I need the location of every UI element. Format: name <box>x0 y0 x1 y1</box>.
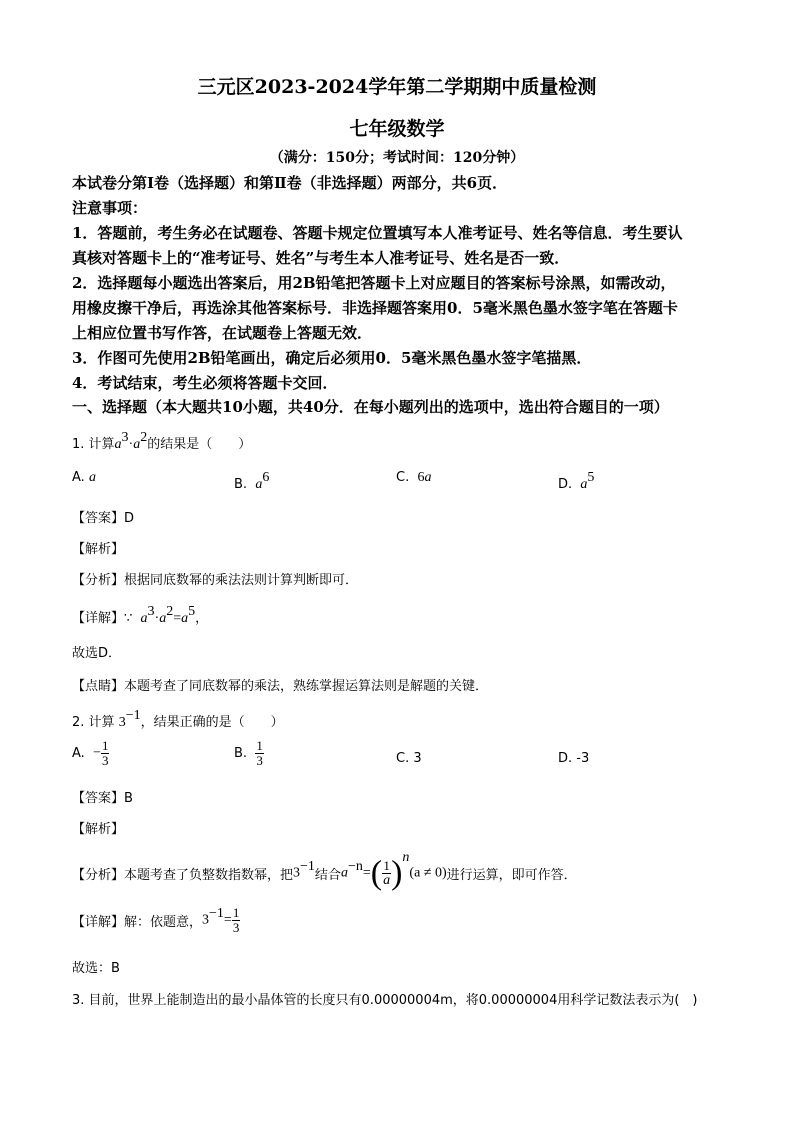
question-1: 1. 计算$a^3\cdot a^2$的结果是（ ） <box>72 430 252 452</box>
exam-title: 三元区2023-2024学年第二学期期中质量检测 <box>197 76 597 98</box>
q1-fenxi: 【分析】根据同底数幂的乘法法则计算判断即可． <box>72 573 359 588</box>
q1-analysis-label: 【解析】 <box>72 542 125 557</box>
note-3: 3．作图可先使用2B铅笔画出，确定后必须用0．5毫米黑色墨水签字笔描黑． <box>72 349 592 367</box>
note-2a: 2．选择题每小题选出答案后，用2B铅笔把答题卡上对应题目的答案标号涂黑，如需改动， <box>72 274 676 292</box>
q2-answer: 【答案】B <box>72 791 133 806</box>
question-3: 3. 目前，世界上能制造出的最小晶体管的长度只有0.00000004m，将0.00000004用科学记数法表示为( ) <box>72 993 698 1008</box>
q2-fenxi: 【分析】本题考查了负整数指数幂，把$3^{-1}$结合$a^{-n}=$( $\frac{1}{a}$ )$^n$(a ≠ 0)进行运算，即可作答． <box>72 850 577 892</box>
q2-analysis-label: 【解析】 <box>72 822 125 837</box>
q2-option-a: A. − $\frac{1}{3}$ <box>72 738 109 768</box>
question-2: 2. 计算 $3^{-1}$，结果正确的是（ ） <box>72 708 284 730</box>
q1-option-a: A. a <box>72 470 96 485</box>
q1-choose: 故选D． <box>72 646 122 661</box>
notes-label: 注意事项： <box>72 199 148 217</box>
section-1-heading: 一、选择题（本大题共10小题，共40分．在每小题列出的选项中，选出符合题目的一项） <box>72 398 669 416</box>
q2-option-b: B. $\frac{1}{3}$ <box>234 738 263 768</box>
q1-detail: 【详解】∵ $a^3\cdot a^2=a^5$， <box>72 604 209 626</box>
note-2c: 上相应位置书写作答，在试题卷上答题无效． <box>72 324 373 342</box>
q1-option-c: C. 6a <box>396 470 432 485</box>
q1-answer: 【答案】D <box>72 511 135 526</box>
q2-option-d: D. -3 <box>558 751 590 766</box>
note-1a: 1．答题前，考生务必在试题卷、答题卡规定位置填写本人准考证号、姓名等信息．考生要认 <box>72 224 683 242</box>
note-1b: 真核对答题卡上的“准考证号、姓名”与考生本人准考证号、姓名是否一致． <box>72 249 570 267</box>
exam-info: （满分：150分；考试时间：120分钟） <box>269 150 525 166</box>
q2-choose: 故选：B <box>72 961 120 976</box>
q1-option-d: D. $a^5$ <box>558 470 595 492</box>
q2-detail: 【详解】解：依题意，$3^{-1}=$ $\frac{1}{3}$ <box>72 905 240 935</box>
intro-line: 本试卷分第Ⅰ卷（选择题）和第Ⅱ卷（非选择题）两部分，共6页． <box>72 174 508 192</box>
exam-subject: 七年级数学 <box>349 118 445 140</box>
q1-option-b: B. $a^6$ <box>234 470 270 492</box>
q1-dianjing: 【点睛】本题考查了同底数幂的乘法，熟练掌握运算法则是解题的关键． <box>72 679 489 694</box>
note-4: 4．考试结束，考生必须将答题卡交回． <box>72 374 338 392</box>
note-2b: 用橡皮擦干净后，再选涂其他答案标号．非选择题答案用0．5毫米黑色墨水签字笔在答题卡 <box>72 299 678 317</box>
q2-option-c: C. 3 <box>396 751 422 766</box>
